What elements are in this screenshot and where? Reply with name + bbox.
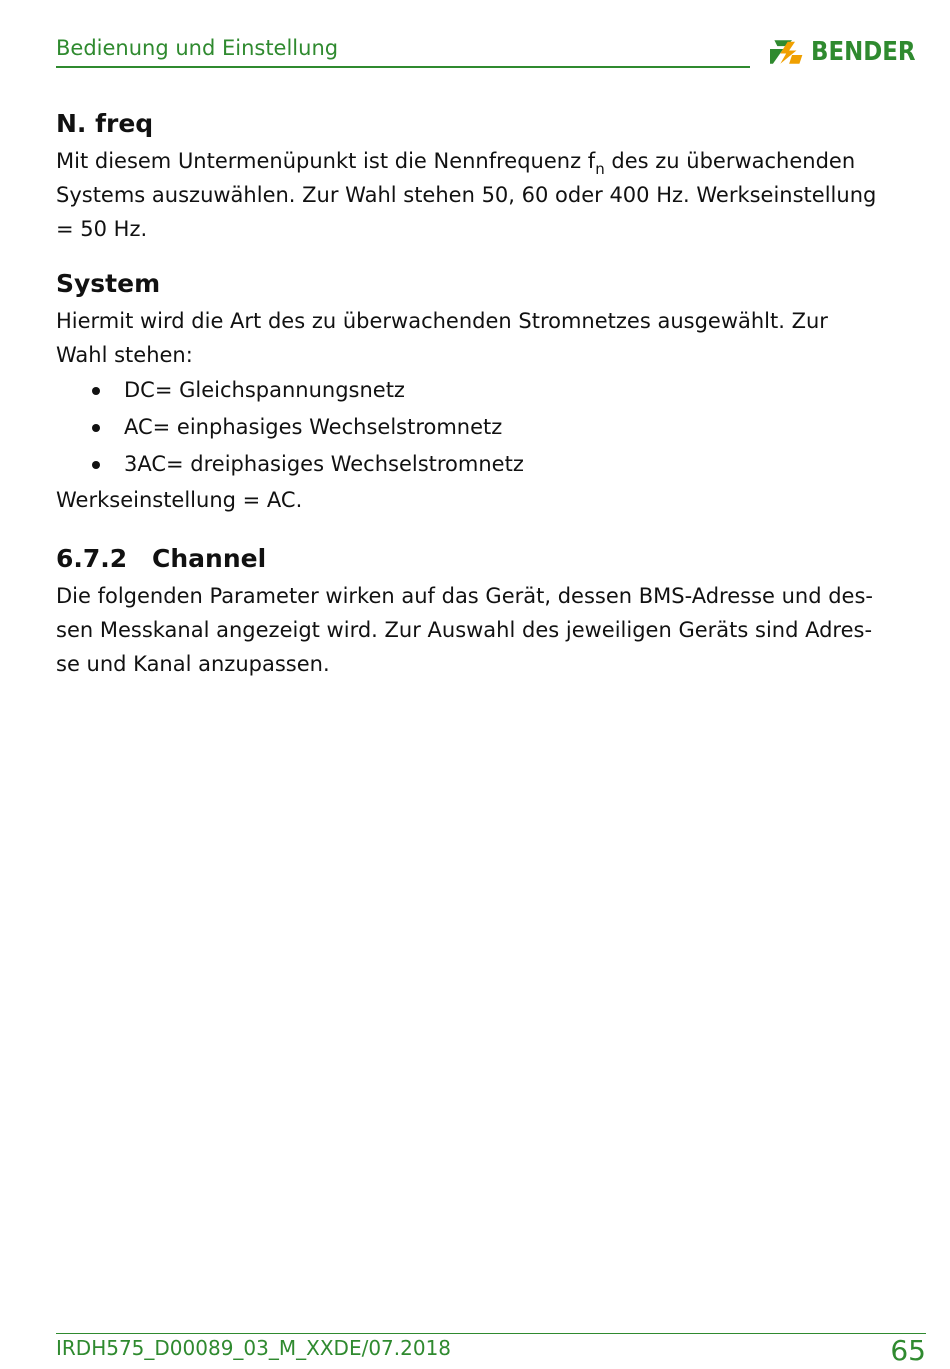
channel-paragraph-line-1: Die folgenden Parameter wirken auf das Gerät, dessen BMS-Adresse und des- — [56, 584, 874, 608]
page-header — [56, 30, 750, 68]
section-number: 6.7.2 — [56, 544, 128, 573]
nfreq-text-before: Mit diesem Untermenüpunkt ist die Nennfrequenz f — [56, 149, 596, 173]
system-paragraph-line-2: Wahl stehen: — [56, 343, 193, 367]
channel-paragraph-line-2: sen Messkanal angezeigt wird. Zur Auswahl des jeweiligen Geräts sind Adres- — [56, 618, 873, 642]
bender-logo-icon — [770, 34, 805, 70]
bullet-icon — [92, 387, 100, 395]
page-number: 65 — [890, 1334, 926, 1367]
heading-nfreq: N. freq — [56, 109, 154, 138]
page-content — [56, 104, 926, 681]
logo-text: BENDER — [811, 37, 916, 67]
bullet-icon — [92, 461, 100, 469]
system-options-list — [56, 372, 926, 483]
section-title: Channel — [152, 544, 267, 573]
spacer — [56, 246, 926, 264]
list-item-text: DC= Gleichspannungsnetz — [124, 378, 405, 402]
bullet-icon — [92, 424, 100, 432]
page-footer — [56, 1333, 926, 1366]
nfreq-subscript: n — [595, 160, 605, 178]
list-item-text: 3AC= dreiphasiges Wechselstromnetz — [124, 452, 524, 476]
document-id: IRDH575_D00089_03_M_XXDE/07.2018 — [56, 1336, 452, 1360]
bender-logo — [770, 32, 930, 72]
nfreq-text-after: des zu überwachenden — [604, 149, 856, 173]
header-title: Bedienung und Einstellung — [56, 36, 339, 60]
list-item — [56, 372, 926, 409]
spacer — [56, 517, 926, 539]
nfreq-paragraph-line-1 — [56, 144, 926, 178]
channel-paragraph-line-3: se und Kanal anzupassen. — [56, 652, 330, 676]
list-item-text: AC= einphasiges Wechselstromnetz — [124, 415, 503, 439]
system-default-setting: Werkseinstellung = AC. — [56, 488, 303, 512]
list-item — [56, 446, 926, 483]
heading-channel — [56, 539, 926, 579]
nfreq-paragraph-line-3: = 50 Hz. — [56, 217, 148, 241]
nfreq-paragraph-line-2: Systems auszuwählen. Zur Wahl stehen 50, 60 oder 400 Hz. Werkseinstellung — [56, 183, 877, 207]
list-item — [56, 409, 926, 446]
heading-system: System — [56, 269, 161, 298]
system-paragraph-line-1: Hiermit wird die Art des zu überwachenden Stromnetzes ausgewählt. Zur — [56, 309, 828, 333]
